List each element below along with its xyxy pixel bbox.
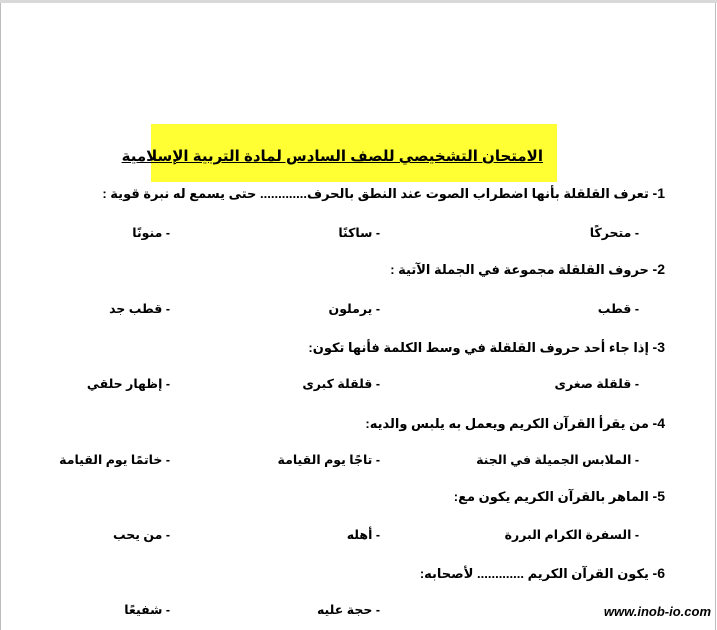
answer-option: - متحركًا — [589, 226, 639, 240]
page-title: الامتحان التشخيصي للصف السادس لمادة التربية الإسلامية — [121, 148, 543, 165]
window-top-bar — [0, 0, 717, 3]
question-number: 4- — [652, 415, 665, 431]
question-2 — [390, 261, 665, 278]
question-text: حروف القلقلة مجموعة في الجملة الآتية : — [390, 262, 649, 277]
answer-option: - يرملون — [328, 302, 380, 316]
page-left-edge — [0, 3, 1, 630]
answer-option: - شفيعًا — [124, 603, 170, 617]
answer-option: - قطب جد — [109, 302, 170, 316]
question-text: يكون القرآن الكريم ............. لأصحابه: — [419, 566, 649, 581]
answer-option: - قطب — [597, 302, 639, 316]
question-1 — [102, 185, 665, 202]
question-3 — [308, 339, 665, 356]
question-number: 5- — [652, 488, 665, 504]
question-5 — [454, 488, 665, 505]
question-number: 6- — [652, 565, 665, 581]
question-number: 2- — [652, 261, 665, 277]
answer-option: - من يحب — [112, 528, 170, 542]
question-number: 3- — [652, 339, 665, 355]
answer-option: - السفرة الكرام البررة — [504, 528, 639, 542]
question-number: 1- — [652, 185, 665, 201]
question-text: من يقرأ القرآن الكريم ويعمل به يلبس والديه: — [365, 416, 649, 431]
title-highlight-box — [121, 124, 557, 182]
answer-option: - قلقلة كبرى — [302, 377, 380, 391]
page-right-edge — [715, 3, 716, 630]
question-text: إذا جاء أحد حروف القلقلة في وسط الكلمة فأنها تكون: — [308, 340, 649, 355]
watermark: www.inob-io.com — [600, 604, 711, 619]
answer-option: - أهله — [346, 528, 380, 542]
answer-option: - الملابس الجميلة في الجنة — [476, 453, 639, 467]
answer-option: - ساكنًا — [338, 226, 380, 240]
answer-option: - قلقلة صغرى — [554, 377, 639, 391]
answer-option: - خاتمًا يوم القيامة — [59, 453, 170, 467]
question-text: تعرف القلقلة بأنها اضطراب الصوت عند النطق بالحرف............. حتى يسمع له نبرة قوية : — [102, 186, 649, 201]
question-4 — [365, 415, 665, 432]
answer-option: - حجة عليه — [316, 603, 380, 617]
answer-option: - منونًا — [132, 226, 170, 240]
answer-option: - تاجًا يوم القيامة — [277, 453, 380, 467]
question-text: الماهر بالقرآن الكريم يكون مع: — [453, 489, 649, 504]
answer-option: - إظهار حلقي — [86, 377, 170, 391]
question-6 — [420, 565, 665, 582]
